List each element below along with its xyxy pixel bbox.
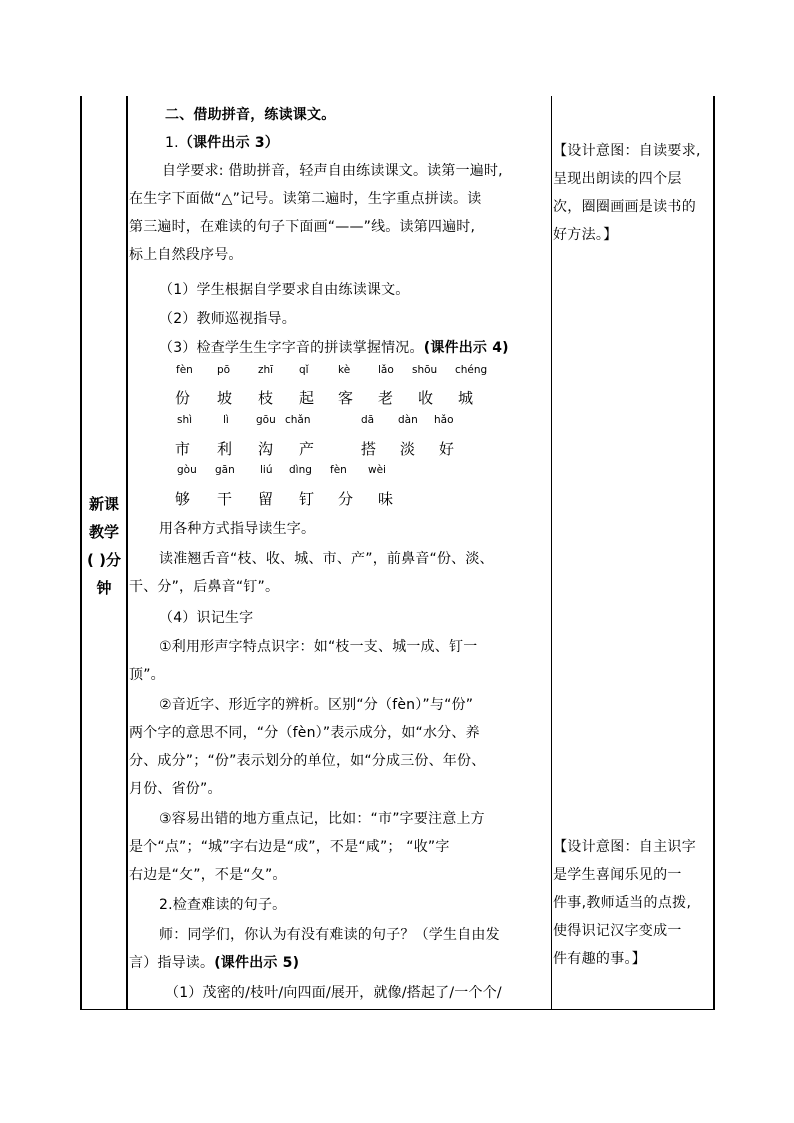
pinyin: shōu [412,364,438,376]
teacher-courseware: (课件出示 5) [214,955,300,971]
teacher-text: 言）指导读。 [129,955,215,971]
hanzi: 搭 [361,440,377,458]
design-note-line: 次，圈圈画画是读书的 [553,199,696,215]
section-label [82,490,126,602]
hanzi: 份 [175,389,191,407]
pinyin: fèn [176,364,193,376]
hanzi: 客 [338,389,354,407]
section-label-line: 新课 [88,495,119,513]
teacher-line: 师：同学们，你认为有没有难读的句子？（学生自由发 [159,927,500,943]
hanzi: 起 [299,389,315,407]
self-study-line: 自学要求: 借助拼音，轻声自由练读课文。读第一遍时, [162,163,503,179]
memo-1-line: ①利用形声字特点识字：如“枝一支、城一成、钉一 [159,639,478,655]
hanzi: 味 [378,490,394,508]
sentence-1: （1）茂密的/枝叶/向四面/展开，就像/搭起了/一个个/ [165,985,502,1001]
item-3-text: （3）检查学生生字字音的拼读掌握情况。 [159,340,424,356]
pronunciation-line: 干、分”，后鼻音“钉”。 [129,579,280,595]
memo-1-line: 顶”。 [129,667,165,683]
hanzi: 收 [418,389,434,407]
pinyin: chéng [455,364,488,376]
design-note-line: 使得识记汉字变成一 [553,923,682,939]
step-1 [165,132,279,152]
design-note-line: 【设计意图：自读要求, [553,143,701,159]
hanzi: 老 [378,389,394,407]
hanzi: 留 [258,490,274,508]
item-3 [159,337,509,357]
hanzi: 分 [338,490,354,508]
item-4: （4）识记生字 [159,610,254,626]
design-note-line: 是学生喜闻乐见的一 [553,867,682,883]
hanzi: 利 [217,440,233,458]
pinyin: dìng [289,464,312,476]
pinyin: gān [215,464,235,476]
pinyin: dā [361,414,375,426]
memo-2-line: ②音近字、形近字的辨析。区别“分（fèn）”与“份” [159,697,474,713]
hanzi: 够 [175,490,191,508]
pinyin: lì [223,414,229,426]
teacher-line [129,952,299,972]
hanzi: 沟 [258,440,274,458]
table-divider-2 [551,96,552,1010]
section-label-line: 钟 [96,579,112,597]
pinyin: gòu [177,464,197,476]
pronunciation-line: 读准翘舌音“枝、收、城、市、产”，前鼻音“份、淡、 [159,551,494,567]
self-study-line: 在生字下面做“△”记号。读第二遍时，生字重点拼读。读 [129,191,482,207]
pinyin: lǎo [378,364,394,376]
pinyin: gōu [256,414,276,426]
step-1-number: 1. [165,135,179,151]
pinyin: dàn [398,414,418,426]
step-1-courseware: （课件出示 3） [178,135,279,151]
hanzi: 淡 [400,440,416,458]
hanzi: 产 [299,440,315,458]
item-1: （1）学生根据自学要求自由练读课文。 [159,282,410,298]
pinyin: chǎn [285,414,311,426]
pinyin: zhī [258,364,274,376]
design-note-line: 呈现出朗读的四个层 [553,171,682,187]
pinyin: liú [260,464,273,476]
hanzi: 枝 [258,389,274,407]
design-note-line: 件有趣的事。】 [553,951,647,967]
pinyin: pō [217,364,231,376]
self-study-line: 第三遍时，在难读的句子下面画“——”线。读第四遍时, [129,219,476,235]
section-label-line: ( )分 [87,551,121,569]
memo-2-line: 分、成分”；“份”表示划分的单位，如“分成三份、年份、 [129,753,486,769]
memo-3-line: ③容易出错的地方重点记，比如：“市”字要注意上方 [159,811,485,827]
section-heading: 二、借助拼音，练读课文。 [165,107,336,123]
hanzi: 干 [217,490,233,508]
pinyin: kè [338,364,351,376]
pinyin: qǐ [299,364,309,376]
design-note-line: 好方法。】 [553,227,618,243]
pinyin: shì [177,414,193,426]
design-note-line: 件事,教师适当的点拨, [553,895,692,911]
memo-3-line: 右边是“攵”，不是“夂”。 [129,867,287,883]
pinyin: hǎo [434,414,454,426]
section-label-line: 教学 [88,523,119,541]
hanzi: 市 [175,440,191,458]
table-border-right [713,96,715,1010]
memo-2-line: 两个字的意思不同，“分（fèn）”表示成分，如“水分、养 [129,725,480,741]
hanzi: 钉 [299,490,315,508]
step-2: 2.检查难读的句子。 [159,897,287,913]
table-divider-1 [126,96,128,1010]
memo-3-line: 是个“点”；“城”字右边是“成”，不是“咸”； “收”字 [129,839,450,855]
memo-2-line: 月份、省份”。 [129,781,222,797]
hanzi: 好 [439,440,455,458]
guide-read-chars: 用各种方式指导读生字。 [159,521,316,537]
design-note-line: 【设计意图：自主识字 [553,839,696,855]
pinyin: wèi [368,464,386,476]
self-study-line: 标上自然段序号。 [129,247,243,263]
hanzi: 城 [458,389,474,407]
pinyin: fèn [330,464,347,476]
item-2: （2）教师巡视指导。 [159,311,296,327]
hanzi: 坡 [217,389,233,407]
table-border-bottom [80,1009,715,1010]
item-3-courseware: (课件出示 4) [423,340,509,356]
